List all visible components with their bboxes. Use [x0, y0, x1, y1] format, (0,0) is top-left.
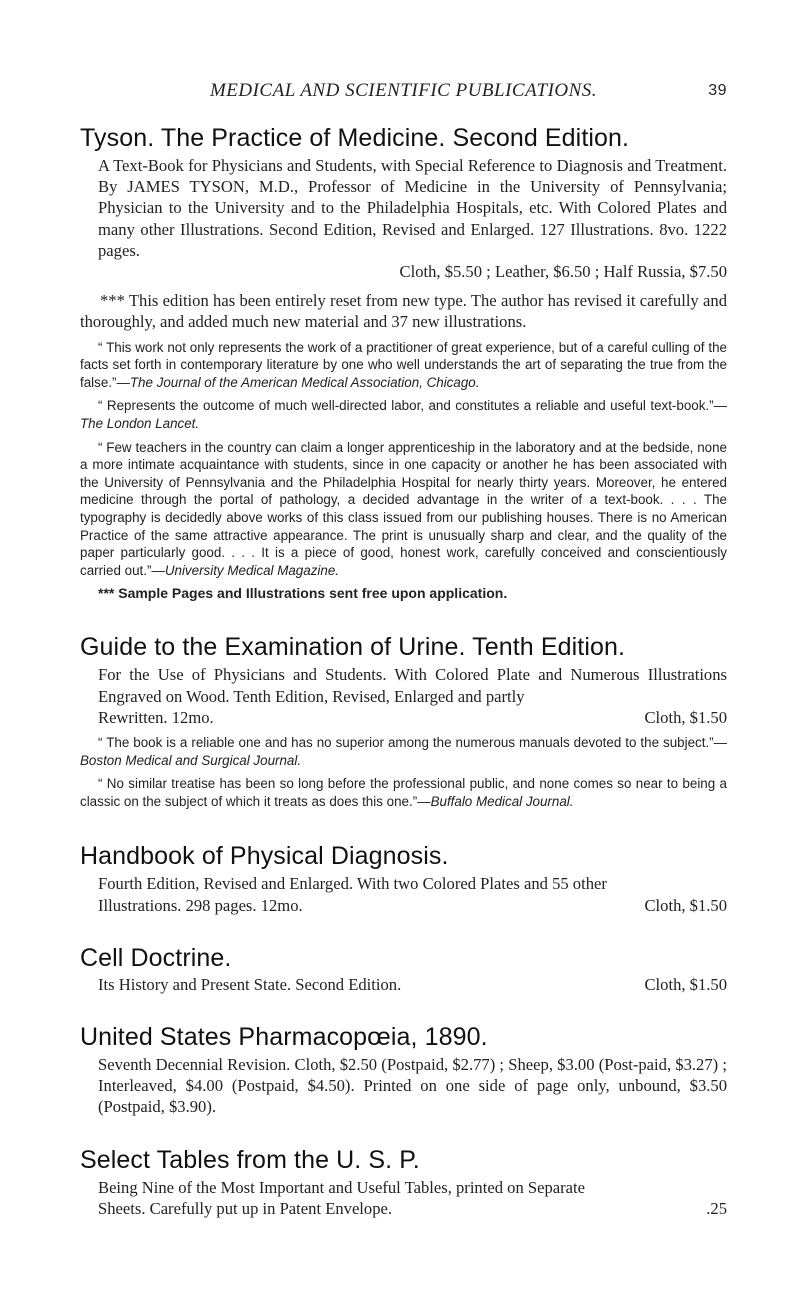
review-source: Buffalo Medical Journal. — [430, 793, 574, 809]
entry-description: A Text-Book for Physicians and Students, with Special Reference to Diagnosis and Treatment. By JAMES TYSON, M.D., Professor of Medicine in the University of Pennsylvania; Physician to the University and to the Philadelphia Hospitals, etc. With Colored Plates and many other Illustrations. Second Edition, Revised and Enlarged. 127 Illustrations. 8vo. 1222 pages. — [98, 156, 727, 260]
entry-description-end: Illustrations. 298 pages. 12mo. — [98, 895, 303, 915]
entry-price: Cloth, $1.50 — [644, 895, 727, 915]
entry-us-pharmacopoeia — [80, 1021, 727, 1118]
review-quote: “ No similar treatise has been so long before the professional public, and none comes so near to being a classic on the subject of which it treats as does this one.”—Buffalo Medical Journal. — [80, 776, 727, 809]
entry-price: Cloth, $5.50 ; Leather, $6.50 ; Half Russia, $7.50 — [399, 262, 727, 282]
entry-description: Fourth Edition, Revised and Enlarged. With two Colored Plates and 55 other — [98, 874, 607, 894]
review-source: Boston Medical and Surgical Journal. — [80, 752, 302, 768]
entry-physical-diagnosis — [80, 840, 727, 915]
entry-tyson-practice — [80, 122, 727, 601]
entry-cell-doctrine — [80, 942, 727, 995]
entry-description: Seventh Decennial Revision. Cloth, $2.50 (Postpaid, $2.77) ; Sheep, $3.00 (Post-paid, $3.27) ; Interleaved, $4.00 (Postpaid, $4.50). Printed on one side of page only, unbound, $3.50 (Postpaid, $3.90). — [98, 1054, 727, 1117]
review-quote: “ The book is a reliable one and has no superior among the numerous manuals devoted to the subject.”—Boston Medical and Surgical Journal. — [80, 734, 727, 768]
entry-price: Cloth, $1.50 — [644, 974, 727, 994]
sample-pages-note: *** Sample Pages and Illustrations sent free upon application. — [98, 585, 508, 602]
review-quote: “ This work not only represents the work of a practitioner of great experience, but of a careful culling of the facts set forth in contemporary literature by one who well understands the art of separating the true from the false.”—The Journal of the American Medical Association, Chicago. — [80, 339, 727, 390]
review-quote: “ Represents the outcome of much well-directed labor, and constitutes a reliable and useful text-book.”—The London Lancet. — [80, 398, 727, 431]
entry-description: For the Use of Physicians and Students. With Colored Plate and Numerous Illustrations Engraved on Wood. Tenth Edition, Revised, Enlarged and partly — [98, 665, 727, 706]
entry-price: Cloth, $1.50 — [644, 707, 727, 727]
edition-note: *** This edition has been entirely reset from new type. The author has revised it carefully and thoroughly, and added much new material and 37 new illustrations. — [80, 291, 727, 332]
entry-urine-guide — [80, 631, 727, 810]
review-source: The London Lancet. — [80, 416, 200, 431]
entry-title: United States Pharmacopœia, 1890. — [80, 1022, 488, 1051]
entry-title: Select Tables from the U. S. P. — [80, 1145, 420, 1174]
running-head-title: MEDICAL AND SCIENTIFIC PUBLICATIONS. — [209, 80, 598, 101]
review-source: University Medical Magazine. — [164, 562, 339, 578]
review-quote: “ Few teachers in the country can claim a longer apprenticeship in the laboratory and at the bedside, none a more intimate acquaintance with students, since in one capacity or another he has been associated with the University of Pennsylvania and the Philadelphia Hospital for nearly thirty years. Moreover, he entered medicine through the portal of pathology, a decided advantage in the writer of a text-book. . . . The typography is decidedly above works of this class issued from our publishing houses. There is no American Practice of the same attractive appearance. The print is unusually sharp and clear, and the quality of the paper particularly good. . . . It is a piece of good, honest work, carefully conceived and conscientiously carried out.”—University Medical Magazine. — [80, 439, 727, 578]
entry-select-tables — [80, 1144, 727, 1219]
review-source: The Journal of the American Medical Association, Chicago. — [129, 374, 480, 390]
entry-title: Cell Doctrine. — [80, 943, 232, 972]
entry-title: Handbook of Physical Diagnosis. — [80, 842, 449, 871]
entry-title: Tyson. The Practice of Medicine. Second Edition. — [80, 124, 630, 152]
page-number: 39 — [708, 82, 727, 99]
running-head — [80, 80, 727, 104]
catalog-content — [80, 122, 727, 1219]
entry-description-end: Rewritten. 12mo. — [98, 707, 214, 727]
entry-description-end: Its History and Present State. Second Edition. — [98, 974, 402, 994]
entry-description: Being Nine of the Most Important and Useful Tables, printed on Separate — [98, 1177, 586, 1197]
entry-title: Guide to the Examination of Urine. Tenth Edition. — [80, 633, 626, 662]
entry-price: .25 — [706, 1198, 727, 1218]
entry-description-end: Sheets. Carefully put up in Patent Envelope. — [98, 1198, 393, 1218]
